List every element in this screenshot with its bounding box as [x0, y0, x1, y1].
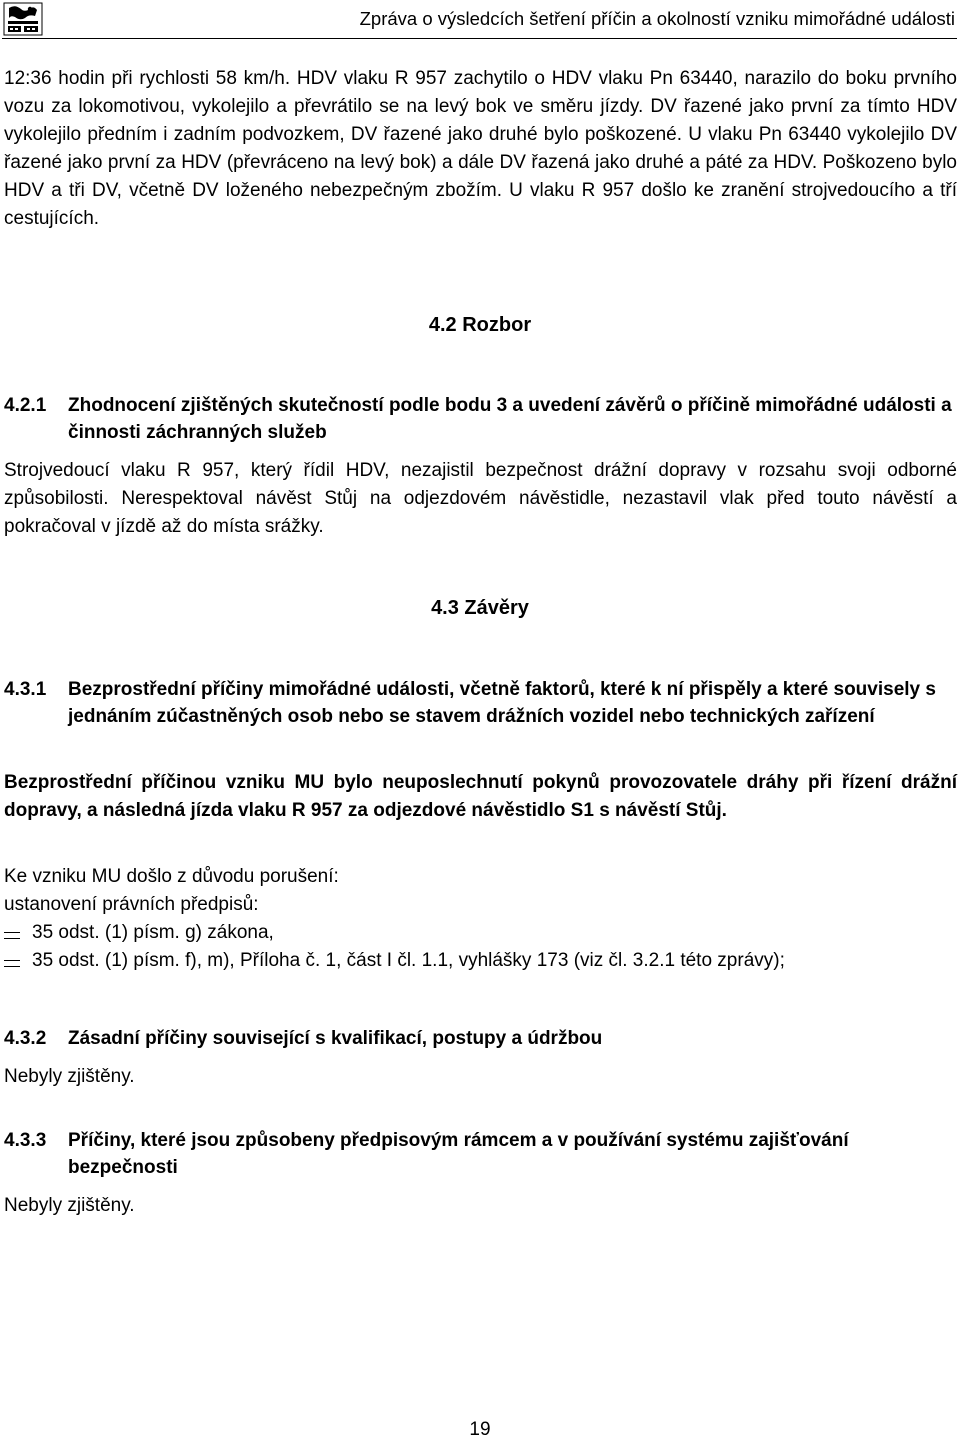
subsection-4-3-3-text: Nebyly zjištěny.: [4, 1195, 135, 1216]
provision-bullet: [4, 946, 957, 975]
subsection-4-3-3-heading: [4, 1127, 957, 1181]
subsection-number: 4.3.2: [4, 1028, 47, 1049]
subsection-4-2-1-heading: [4, 392, 957, 446]
header-title: Zpráva o výsledcích šetření příčin a okolností vzniku mimořádné události: [359, 8, 955, 29]
page-number: 19: [469, 1419, 491, 1440]
subsection-title: Příčiny, které jsou způsobeny předpisovým rámcem a v používání systému zajišťování bezpečnosti: [68, 1130, 849, 1178]
subsection-title: Bezprostřední příčiny mimořádné události, včetně faktorů, které k ní přispěly a které souvisely s jednáním zúčastněných osob nebo se stavem drážních vozidel nebo technických zařízení: [68, 679, 936, 727]
subsection-number: 4.2.1: [4, 395, 47, 416]
subsection-4-3-2-text: Nebyly zjištěny.: [4, 1066, 135, 1087]
subsection-title: Zásadní příčiny související s kvalifikací, postupy a údržbou: [68, 1028, 603, 1049]
page-header: [0, 0, 960, 42]
provisions-label: ustanovení právních předpisů:: [4, 894, 259, 915]
railway-inspection-logo-icon: [3, 2, 43, 36]
intro-paragraph: 12:36 hodin při rychlosti 58 km/h. HDV vlaku R 957 zachytilo o HDV vlaku Pn 63440, narazilo do boku prvního vozu za lokomotivou, vykolejilo a převrátilo se na levý bok ve směru jízdy. DV řazené jako první za tímto HDV vykolejilo předním i zadním podvozkem, DV řazené jako druhé bylo poškozené. U vlaku Pn 63440 vykolejilo DV řazené jako první za HDV (převráceno na levý bok) a dále DV řazená jako druhé a páté za HDV. Poškozeno bylo HDV a tři DV, včetně DV loženého nebezpečným zbožím. U vlaku R 957 došlo ke zranění strojvedoucího a tří cestujících.: [4, 68, 957, 229]
subsection-4-2-1-paragraph: Strojvedoucí vlaku R 957, který řídil HDV, nezajistil bezpečnost drážní dopravy v rozsahu svoji odborné způsobilosti. Nerespektoval návěst Stůj na odjezdovém návěstidle, nezastavil vlak před touto návěstí a pokračoval v jízdě až do místa srážky.: [4, 460, 957, 537]
header-divider: [2, 38, 957, 39]
section-heading-4-2: 4.2 Rozbor: [428, 314, 532, 336]
subsection-number: 4.3.1: [4, 679, 47, 700]
subsection-4-3-1-heading: [4, 676, 957, 730]
subsection-title: Zhodnocení zjištěných skutečností podle bodu 3 a uvedení závěrů o příčině mimořádné události a činnosti záchranných služeb: [68, 395, 952, 443]
dash-bullet-icon: [4, 960, 20, 969]
section-heading-4-3: 4.3 Závěry: [431, 597, 529, 619]
provision-text: 35 odst. (1) písm. f), m), Příloha č. 1, část I čl. 1.1, vyhlášky 173 (viz čl. 3.2.1 této zprávy);: [32, 950, 785, 971]
subsection-number: 4.3.3: [4, 1130, 47, 1151]
cause-intro-line: Ke vzniku MU došlo z důvodu porušení:: [4, 866, 339, 887]
provision-bullet: [4, 918, 274, 947]
subsection-4-3-2-heading: [4, 1025, 957, 1052]
immediate-cause-paragraph: Bezprostřední příčinou vzniku MU bylo neuposlechnutí pokynů provozovatele dráhy při řízení drážní dopravy, a následná jízda vlaku R 957 za odjezdové návěstidlo S1 s návěstí Stůj.: [4, 772, 957, 821]
provision-text: 35 odst. (1) písm. g) zákona,: [32, 922, 274, 943]
dash-bullet-icon: [4, 932, 20, 941]
